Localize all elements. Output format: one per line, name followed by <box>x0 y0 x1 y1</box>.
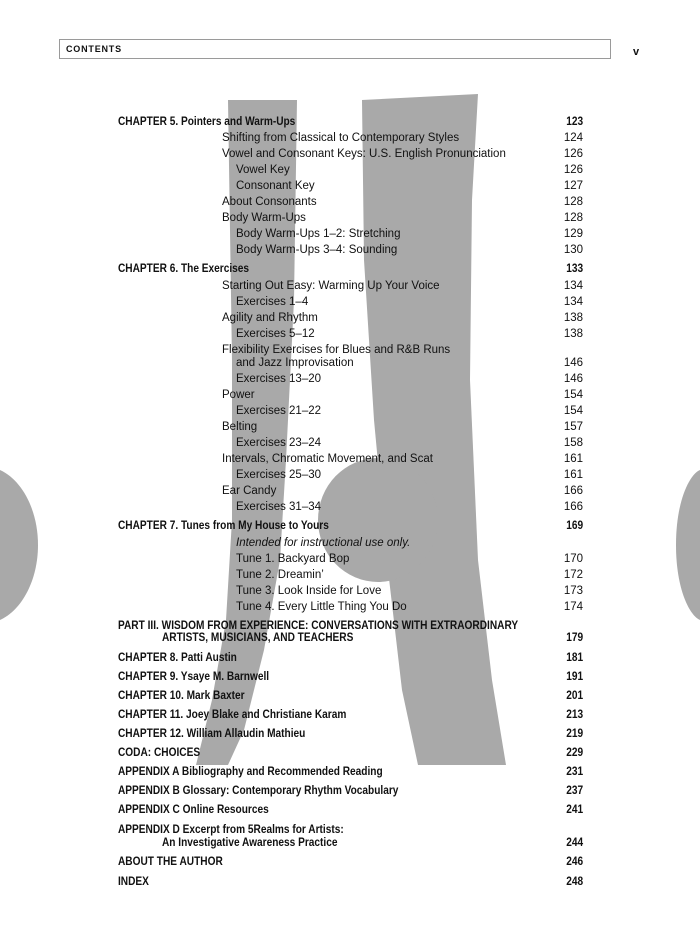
toc-subentry <box>0 420 700 434</box>
toc-subentry <box>0 372 700 386</box>
toc-entry-page: 128 <box>563 196 583 208</box>
toc-entry-title: Vowel Key <box>236 164 290 176</box>
toc-entry-title: Ear Candy <box>222 485 277 497</box>
toc-subentry <box>0 404 700 418</box>
toc-entry-page: 134 <box>563 296 583 308</box>
toc-entry-page: 170 <box>563 553 583 565</box>
toc-subentry <box>0 163 700 177</box>
toc-entry-page: 126 <box>563 148 583 160</box>
toc-entry-page: 237 <box>566 785 583 797</box>
toc-entry-page: 231 <box>566 766 583 778</box>
toc-heading-entry <box>0 689 700 703</box>
toc-heading-entry <box>0 708 700 722</box>
toc-entry-page: 201 <box>566 690 583 702</box>
toc-heading-entry <box>0 670 700 684</box>
toc-heading-entry <box>0 651 700 665</box>
toc-entry-title: An Investigative Awareness Practice <box>162 837 338 849</box>
toc-entry-title: APPENDIX D Excerpt from 5Realms for Artists: <box>118 824 344 836</box>
toc-entry-title: Intervals, Chromatic Movement, and Scat <box>222 453 433 465</box>
toc-entry-page: 138 <box>563 328 583 340</box>
toc-entry-title: ARTISTS, MUSICIANS, AND TEACHERS <box>162 632 354 644</box>
toc-entry-title: CHAPTER 9. Ysaye M. Barnwell <box>118 671 270 683</box>
toc-entry-page: 130 <box>563 244 583 256</box>
toc-entry-title: APPENDIX B Glossary: Contemporary Rhythm Vocabulary <box>118 785 399 797</box>
toc-subentry <box>0 211 700 225</box>
toc-entry-page: 166 <box>563 501 583 513</box>
toc-entry-page: 146 <box>563 357 583 369</box>
toc-entry-page: 191 <box>566 671 583 683</box>
toc-heading-entry <box>0 875 700 889</box>
toc-entry-title: Shifting from Classical to Contemporary Styles <box>222 132 460 144</box>
toc-entry-page: 219 <box>566 728 583 740</box>
toc-entry-title: Agility and Rhythm <box>222 312 318 324</box>
toc-entry-title: CHAPTER 10. Mark Baxter <box>118 690 245 702</box>
toc-heading-entry <box>0 836 700 850</box>
toc-entry-title: ABOUT THE AUTHOR <box>118 856 223 868</box>
toc-heading-entry <box>0 765 700 779</box>
toc-subentry <box>0 500 700 514</box>
toc-subentry <box>0 536 700 550</box>
toc-entry-page: 146 <box>563 373 583 385</box>
toc-heading-entry <box>0 727 700 741</box>
toc-entry-title: CODA: CHOICES <box>118 747 201 759</box>
toc-entry-title: Exercises 31–34 <box>236 501 322 513</box>
toc-subentry <box>0 452 700 466</box>
toc-entry-title: Exercises 21–22 <box>236 405 322 417</box>
toc-subentry <box>0 131 700 145</box>
toc-entry-title: Power <box>222 389 255 401</box>
toc-entry-title: Consonant Key <box>236 180 315 192</box>
toc-heading-entry <box>0 823 700 837</box>
toc-entry-title: Tune 4. Every Little Thing You Do <box>236 601 407 613</box>
toc-entry-page: 123 <box>566 116 583 128</box>
toc-entry-page: 126 <box>563 164 583 176</box>
toc-entry-title: Intended for instructional use only. <box>236 537 411 549</box>
toc-entry-page: 128 <box>563 212 583 224</box>
toc-heading-entry <box>0 262 700 276</box>
toc-subentry <box>0 584 700 598</box>
running-header-title: CONTENTS <box>66 44 122 54</box>
toc-entry-page: 154 <box>563 405 583 417</box>
toc-subentry <box>0 600 700 614</box>
toc-subentry <box>0 343 700 357</box>
toc-subentry <box>0 436 700 450</box>
toc-entry-title: CHAPTER 11. Joey Blake and Christiane Karam <box>118 709 347 721</box>
toc-entry-title: Exercises 1–4 <box>236 296 309 308</box>
toc-entry-title: CHAPTER 7. Tunes from My House to Yours <box>118 520 329 532</box>
toc-entry-page: 124 <box>563 132 583 144</box>
toc-heading-entry <box>0 803 700 817</box>
toc-entry-title: Exercises 13–20 <box>236 373 322 385</box>
toc-entry-title: Exercises 23–24 <box>236 437 322 449</box>
toc-subentry <box>0 356 700 370</box>
toc-subentry <box>0 179 700 193</box>
toc-entry-page: 246 <box>566 856 583 868</box>
toc-entry-page: 158 <box>563 437 583 449</box>
toc-subentry <box>0 552 700 566</box>
toc-entry-title: Exercises 25–30 <box>236 469 322 481</box>
toc-entry-title: CHAPTER 5. Pointers and Warm-Ups <box>118 116 296 128</box>
toc-entry-page: 248 <box>566 876 583 888</box>
toc-entry-page: 127 <box>563 180 583 192</box>
toc-subentry <box>0 484 700 498</box>
toc-subentry <box>0 388 700 402</box>
toc-entry-page: 244 <box>566 837 583 849</box>
toc-entry-title: CHAPTER 6. The Exercises <box>118 263 250 275</box>
toc-entry-page: 161 <box>563 469 583 481</box>
toc-entry-title: Body Warm-Ups 3–4: Sounding <box>236 244 398 256</box>
page-number: v <box>633 46 640 58</box>
toc-subentry <box>0 568 700 582</box>
toc-entry-page: 174 <box>563 601 583 613</box>
toc-entry-title: INDEX <box>118 876 149 888</box>
toc-entry-title: Tune 3. Look Inside for Love <box>236 585 382 597</box>
toc-entry-title: Body Warm-Ups <box>222 212 306 224</box>
toc-heading-entry <box>0 784 700 798</box>
toc-entry-title: APPENDIX C Online Resources <box>118 804 269 816</box>
toc-entry-title: Exercises 5–12 <box>236 328 315 340</box>
toc-entry-title: APPENDIX A Bibliography and Recommended Reading <box>118 766 383 778</box>
toc-entry-title: Tune 2. Dreamin’ <box>236 569 324 581</box>
toc-entry-title: CHAPTER 8. Patti Austin <box>118 652 237 664</box>
toc-entry-page: 241 <box>566 804 583 816</box>
toc-subentry <box>0 311 700 325</box>
toc-entry-title: Tune 1. Backyard Bop <box>236 553 350 565</box>
toc-entry-page: 173 <box>563 585 583 597</box>
toc-heading-entry <box>0 746 700 760</box>
toc-entry-page: 179 <box>566 632 583 644</box>
toc-entry-page: 129 <box>563 228 583 240</box>
toc-entry-title: Starting Out Easy: Warming Up Your Voice <box>222 280 440 292</box>
toc-entry-page: 161 <box>563 453 583 465</box>
toc-subentry <box>0 279 700 293</box>
toc-heading-entry <box>0 631 700 645</box>
toc-entry-title: PART III. WISDOM FROM EXPERIENCE: CONVERSATIONS WITH EXTRAORDINARY <box>118 620 519 632</box>
toc-entry-page: 181 <box>566 652 583 664</box>
toc-entry-title: Belting <box>222 421 258 433</box>
toc-entry-title: Vowel and Consonant Keys: U.S. English Pronunciation <box>222 148 506 160</box>
toc-entry-page: 229 <box>566 747 583 759</box>
toc-subentry <box>0 147 700 161</box>
toc-entry-page: 154 <box>563 389 583 401</box>
toc-entry-title: CHAPTER 12. William Allaudin Mathieu <box>118 728 306 740</box>
toc-subentry <box>0 468 700 482</box>
toc-entry-page: 138 <box>563 312 583 324</box>
toc-entry-title: Flexibility Exercises for Blues and R&B Runs <box>222 344 451 356</box>
toc-entry-page: 157 <box>563 421 583 433</box>
toc-subentry <box>0 327 700 341</box>
toc-entry-title: Body Warm-Ups 1–2: Stretching <box>236 228 401 240</box>
toc-subentry <box>0 295 700 309</box>
toc-entry-title: About Consonants <box>222 196 317 208</box>
toc-heading-entry <box>0 115 700 129</box>
toc-entry-page: 172 <box>563 569 583 581</box>
toc-entry-title: and Jazz Improvisation <box>236 357 354 369</box>
toc-entry-page: 166 <box>563 485 583 497</box>
toc-entry-page: 213 <box>566 709 583 721</box>
toc-subentry <box>0 227 700 241</box>
toc-subentry <box>0 195 700 209</box>
toc-subentry <box>0 243 700 257</box>
toc-entry-page: 169 <box>566 520 583 532</box>
toc-heading-entry <box>0 855 700 869</box>
toc-entry-page: 133 <box>566 263 583 275</box>
toc-heading-entry <box>0 519 700 533</box>
toc-entry-page: 134 <box>563 280 583 292</box>
